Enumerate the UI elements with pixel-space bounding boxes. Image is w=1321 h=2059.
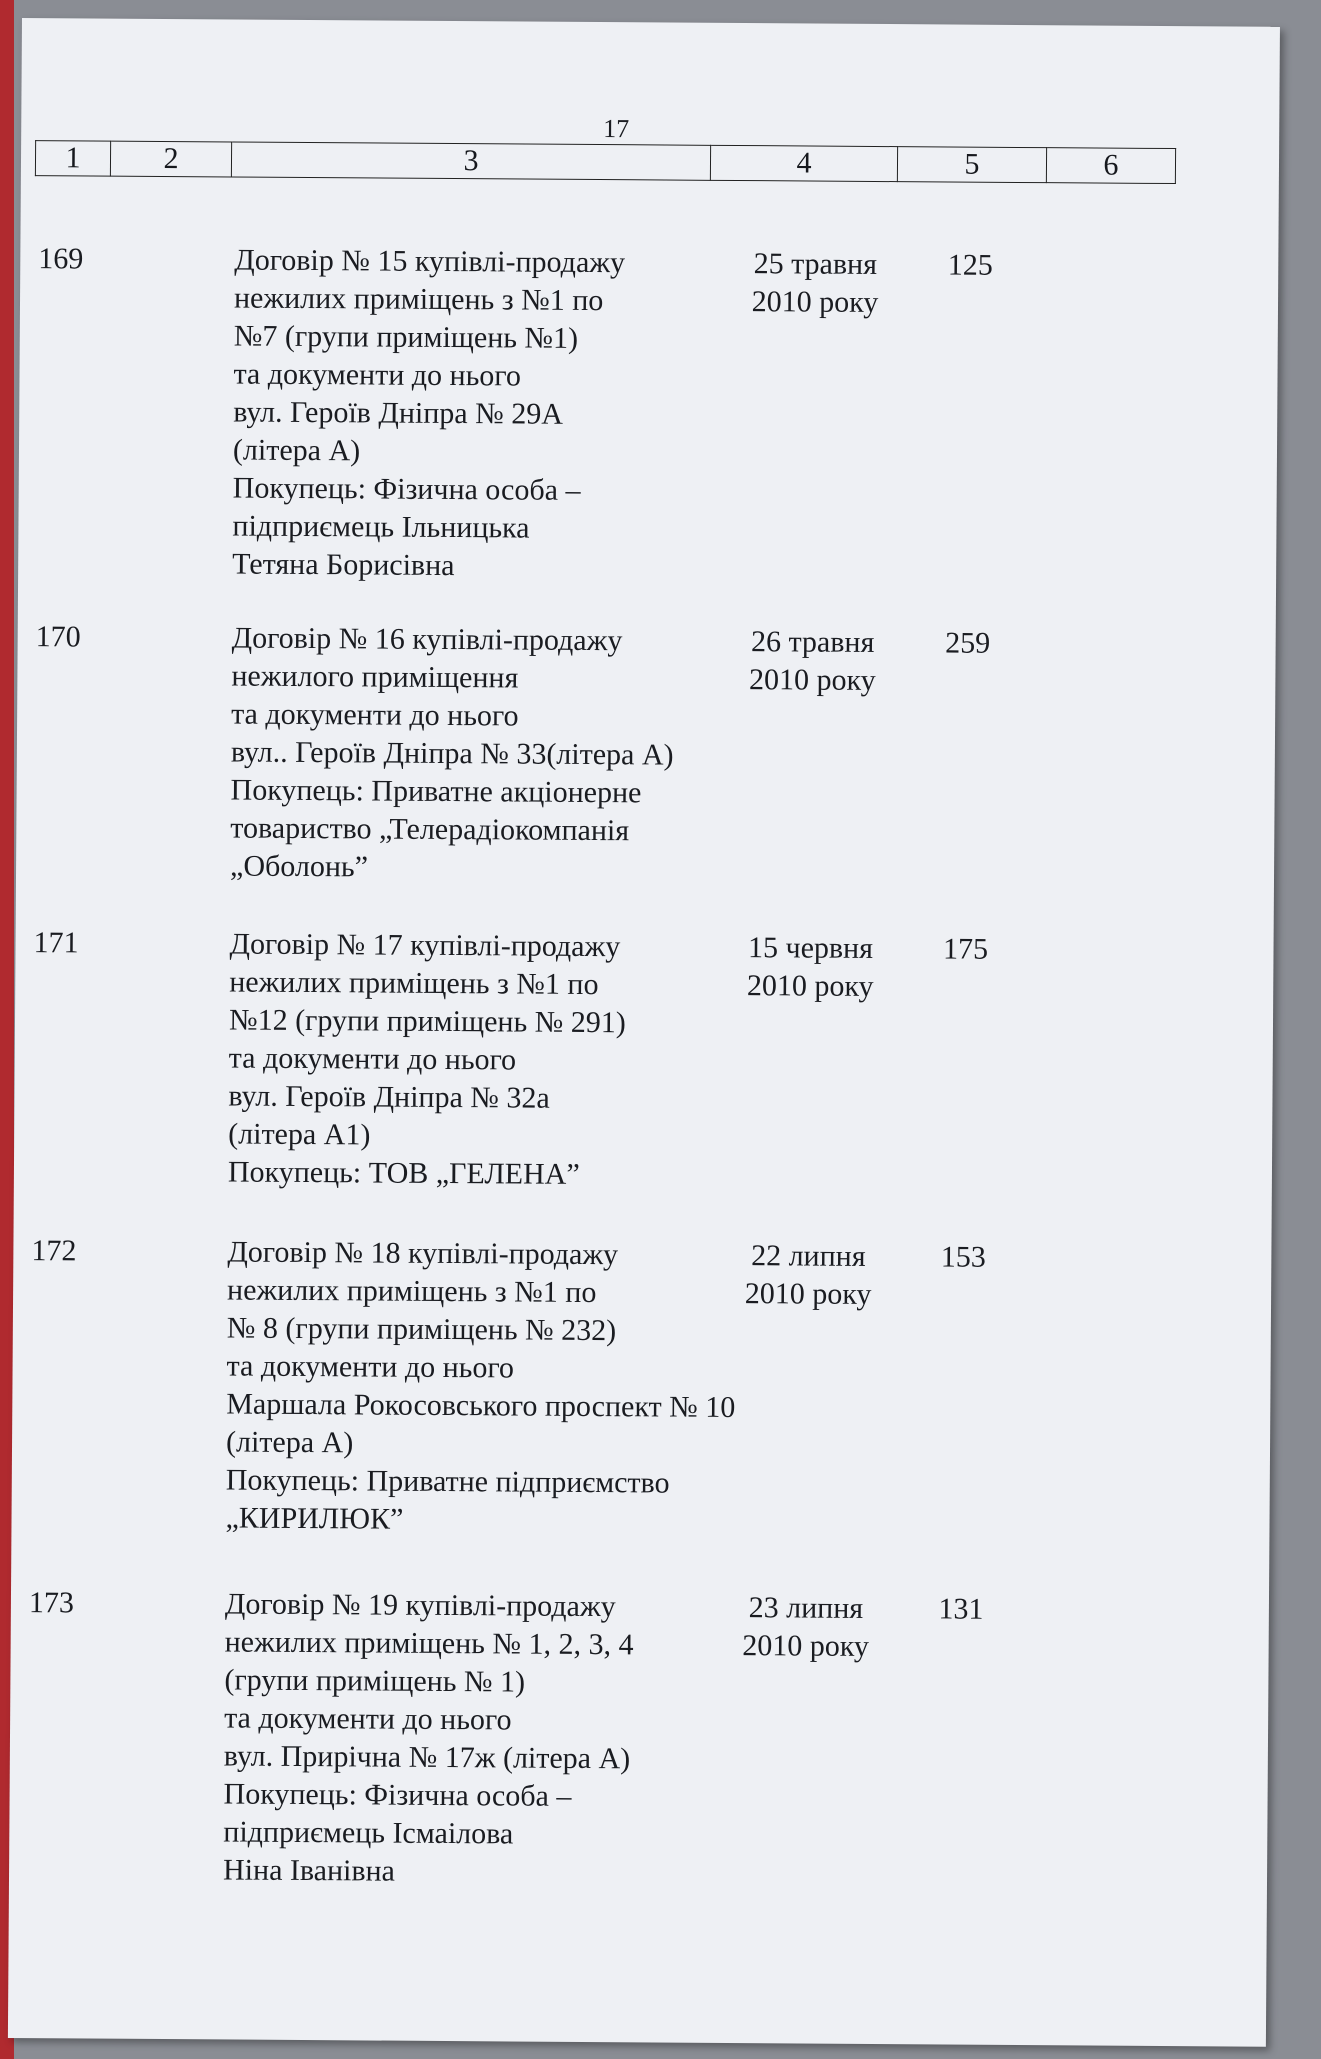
entry-page-count: 131	[938, 1592, 984, 1626]
entry-page-count: 153	[940, 1240, 986, 1274]
date-line: 15 червня	[747, 931, 874, 965]
desc-line: Договір № 16 купівлі-продажу	[231, 621, 623, 658]
date-line: 25 травня	[753, 247, 878, 281]
date-line: 2010 року	[746, 969, 874, 1003]
entry-page-count: 125	[947, 248, 993, 282]
entry-number: 172	[31, 1234, 77, 1268]
entry-date	[725, 929, 896, 1006]
desc-line: нежилих приміщень № 1, 2, 3, 4	[224, 1625, 634, 1662]
desc-line: та документи до нього	[226, 1349, 515, 1385]
desc-line: вул. Героїв Дніпра № 32а	[228, 1079, 550, 1115]
desc-line: № 8 (групи приміщень № 232)	[226, 1311, 617, 1348]
desc-line: підприємець Ільницька	[232, 509, 530, 545]
desc-line: Договір № 19 купівлі-продажу	[224, 1587, 616, 1624]
desc-line: та документи до нього	[233, 357, 522, 393]
desc-line: вул. Героїв Дніпра № 29А	[233, 395, 564, 431]
date-line: 2010 року	[748, 663, 876, 697]
entry-date	[721, 1589, 892, 1666]
desc-line: вул.. Героїв Дніпра № 33(літера А)	[230, 735, 674, 772]
desc-line: Ніна Іванівна	[222, 1853, 396, 1888]
date-line: 2010 року	[751, 285, 879, 319]
register-entry	[20, 240, 1220, 583]
document-page	[8, 18, 1280, 2047]
entry-date	[730, 245, 901, 322]
desc-line: Покупець: Фізична особа –	[232, 471, 581, 507]
date-line: 22 липня	[751, 1239, 866, 1273]
entry-number: 171	[33, 926, 79, 960]
desc-line: Покупець: Приватне підприємство	[225, 1463, 670, 1500]
header-col-6: 6	[1046, 148, 1175, 184]
desc-line: нежилого приміщення	[231, 659, 519, 695]
header-col-2: 2	[110, 141, 231, 177]
desc-line: „КИРИЛЮК”	[225, 1501, 404, 1536]
entry-number: 169	[38, 242, 84, 276]
date-line: 2010 року	[742, 1629, 870, 1663]
desc-line: вул. Прирічна № 17ж (літера А)	[223, 1739, 631, 1776]
desc-line: (літера А)	[225, 1425, 354, 1460]
page-number: 17	[603, 114, 630, 144]
header-col-4: 4	[710, 145, 897, 181]
desc-line: Договір № 17 купівлі-продажу	[229, 927, 621, 964]
desc-line: (літера А)	[232, 433, 361, 468]
desc-line: №7 (групи приміщень №1)	[233, 319, 579, 355]
desc-line: товариство „Телерадіокомпанія	[230, 811, 630, 848]
desc-line: Маршала Рокосовського проспект № 10	[226, 1387, 736, 1425]
desc-line: Договір № 18 купівлі-продажу	[227, 1235, 619, 1272]
date-line: 2010 року	[744, 1277, 872, 1311]
desc-line: та документи до нього	[228, 1041, 517, 1077]
desc-line: нежилих приміщень з №1 по	[229, 965, 599, 1002]
desc-line: та документи до нього	[224, 1701, 512, 1737]
desc-line: Покупець: Фізична особа –	[223, 1777, 572, 1813]
header-col-5: 5	[897, 147, 1046, 183]
desc-line: Покупець: Приватне акціонерне	[230, 773, 642, 810]
entry-number: 173	[28, 1586, 75, 1620]
register-entry	[16, 924, 1216, 1191]
header-col-1: 1	[35, 141, 110, 177]
header-col-3: 3	[231, 142, 710, 180]
desc-line: Покупець: ТОВ „ГЕЛЕНА”	[227, 1155, 580, 1191]
register-entry	[11, 1584, 1211, 1888]
desc-line: нежилих приміщень з №1 по	[233, 281, 604, 318]
desc-line: нежилих приміщень з №1 по	[227, 1273, 597, 1310]
date-line: 23 липня	[748, 1591, 864, 1625]
desc-line: Договір № 15 купівлі-продажу	[234, 243, 626, 280]
desc-line: Тетяна Борисівна	[232, 547, 455, 583]
entry-page-count: 175	[942, 932, 989, 966]
desc-line: „Оболонь”	[229, 849, 369, 884]
entry-number: 170	[35, 620, 81, 654]
register-entry	[14, 1232, 1214, 1536]
column-header-row	[35, 140, 1176, 184]
desc-line: (групи приміщень № 1)	[224, 1663, 526, 1699]
register-entry	[18, 618, 1218, 884]
desc-line: та документи до нього	[231, 697, 519, 733]
entry-date	[727, 623, 898, 700]
entry-page-count: 259	[945, 626, 991, 660]
date-line: 26 травня	[750, 625, 875, 659]
entry-date	[723, 1237, 894, 1314]
desc-line: підприємець Ісмаілова	[223, 1815, 514, 1851]
desc-line: (літера А1)	[228, 1117, 371, 1152]
desc-line: №12 (групи приміщень № 291)	[228, 1003, 626, 1040]
